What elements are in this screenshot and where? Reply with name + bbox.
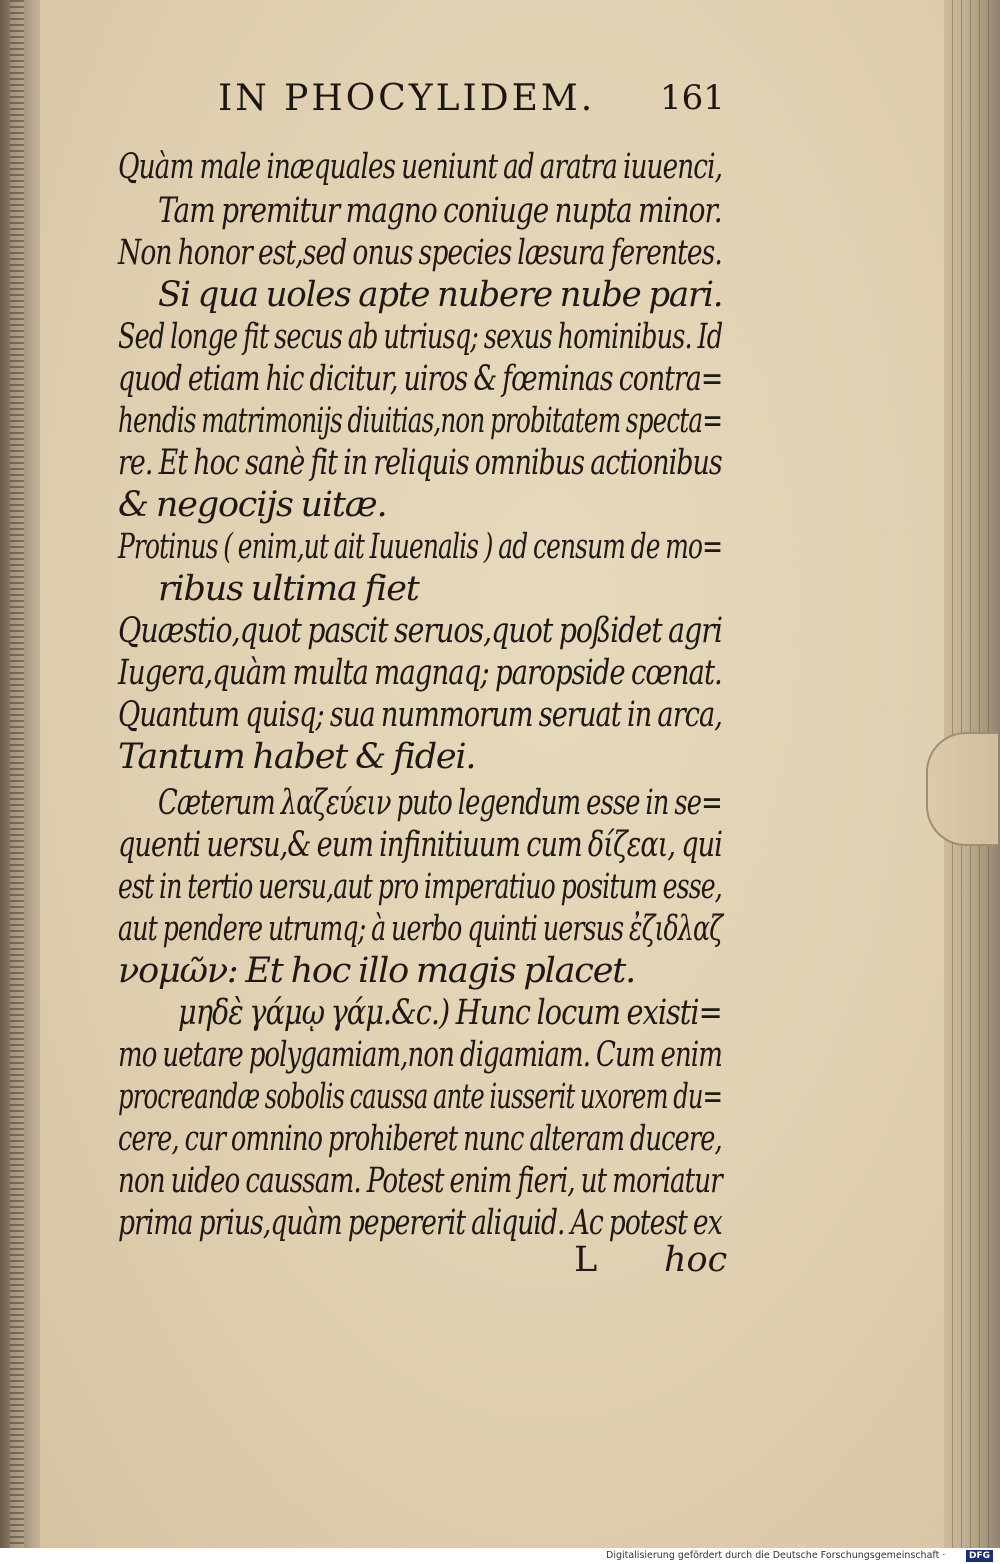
text-line: non uideo caussam. Potest enim fieri, ut moriatur [118, 1161, 722, 1201]
text-line: μηδὲ γάμῳ γάμ.&c.) Hunc locum existi= [178, 993, 722, 1033]
text-line: Tantum habet & fidei. [118, 737, 476, 777]
text-line: quod etiam hic dicitur, uiros & fœminas contra= [118, 359, 723, 399]
footer-credit: Digitalisierung gefördert durch die Deutsche Forschungsgemeinschaft · [606, 1550, 946, 1561]
text-line: Quàm male inæquales ueniunt ad aratra iuuenci, [118, 147, 723, 187]
text-line: ribus ultima fiet [158, 569, 419, 609]
text-line: Quantum quisq; sua nummorum seruat in arca, [118, 695, 723, 735]
text-line: re. Et hoc sanè fit in reliquis omnibus actionibus [118, 443, 722, 483]
text-line: quenti uersu,& eum infinitiuum cum δίζεαι, qui [118, 825, 722, 865]
text-line: Protinus ( enim,ut ait Iuuenalis ) ad censum de mo= [118, 527, 723, 567]
text-line: Quæstio,quot pascit seruos,quot poßidet agri [118, 611, 723, 651]
catchword: hoc [664, 1240, 728, 1280]
text-line: Sed longe fit secus ab utriusq; sexus hominibus. Id [118, 317, 723, 357]
running-head: IN PHOCYLIDEM. [218, 78, 596, 119]
page-tab-shadow [926, 732, 998, 846]
text-line: Non honor est,sed onus species læsura ferentes. [118, 233, 722, 273]
text-line: Cæterum λαζεύειν puto legendum esse in se= [158, 783, 722, 823]
text-line: & negocijs uitæ. [118, 485, 387, 525]
text-line: Tam premitur magno coniuge nupta minor. [158, 191, 722, 231]
text-line: cere, cur omnino prohiberet nunc alteram ducere, [118, 1119, 722, 1159]
text-line: est in tertio uersu,aut pro imperatiuo positum esse, [118, 867, 722, 907]
page-number: 161 [660, 78, 725, 118]
text-line: aut pendere utrumq; à uerbo quinti uersus ἐζιδλαζ [118, 909, 723, 949]
text-line: Iugera,quàm multa magnaq; paropside cœnat. [118, 653, 722, 693]
text-line: hendis matrimonijs diuitias,non probitatem specta= [118, 401, 723, 441]
signature-mark: L [574, 1240, 598, 1280]
text-line: νομῶν: Et hoc illo magis placet. [118, 951, 636, 991]
dfg-logo: DFG [966, 1550, 993, 1562]
gutter-leaf-edges [10, 0, 24, 1548]
text-line: mo uetare polygamiam,non digamiam. Cum enim [118, 1035, 722, 1075]
text-line: procreandæ sobolis caussa ante iusserit uxorem du= [118, 1077, 723, 1117]
text-line: prima prius,quàm pepererit aliquid. Ac potest ex [118, 1203, 722, 1243]
text-line: Si qua uoles apte nubere nube pari. [158, 275, 723, 315]
